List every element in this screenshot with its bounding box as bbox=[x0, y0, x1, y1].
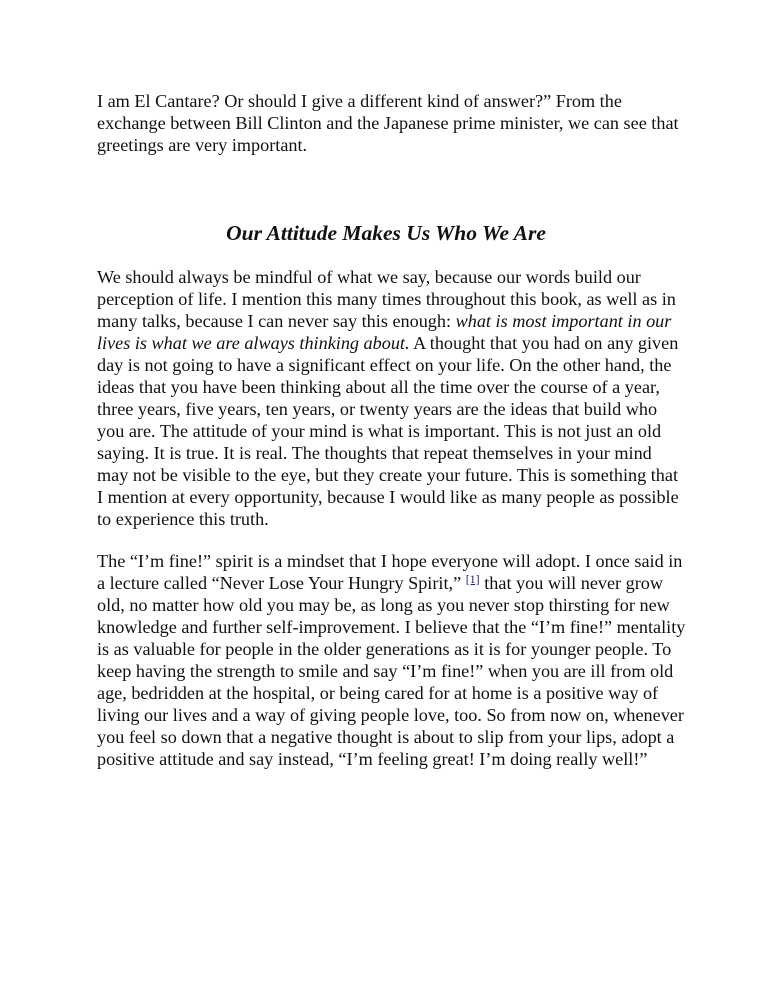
paragraph-attitude-emphasis: what is most important in our lives is what we are always thinking about. bbox=[97, 311, 672, 353]
footnote-link[interactable]: [1] bbox=[465, 572, 480, 586]
paragraph-im-fine-text-start: The “I’m fine!” spirit is a mindset that I hope everyone will adopt. I once said in a lecture called “Never Lose Your Hungry Spirit,” bbox=[97, 551, 683, 593]
intro-paragraph: I am El Cantare? Or should I give a different kind of answer?” From the exchange between Bill Clinton and the Japanese prime minister, we can see that greetings are very important. bbox=[97, 91, 679, 155]
paragraph-im-fine-text-end: that you will never grow old, no matter how old you may be, as long as you never stop thirsting for new knowledge and further self-improvement. I believe that the “I’m fine!” mentality is as valuable for people in the older generations as it is for younger people. To keep having the strength to smile and say “I’m fine!” when you are ill from old age, bedridden at the hospital, or being cared for at home is a positive way of living our lives and a way of giving people love, too. So from now on, whenever you feel so down that a negative thought is about to slip from your lips, adopt a positive attitude and say instead, “I’m feeling great! I’m doing really well!” bbox=[97, 573, 686, 769]
paragraph-attitude-text-end: A thought that you had on any given day is not going to have a significant effect on your life. On the other hand, the ideas that you have been thinking about all the time over the course of a year, three years, five years, ten years, or twenty years are the ideas that build who you are. The attitude of your mind is what is important. This is not just an old saying. It is true. It is real. The thoughts that repeat themselves in your mind may not be visible to the eye, but they create your future. This is something that I mention at every opportunity, because I would like as many people as possible to experience this truth. bbox=[97, 333, 679, 529]
section-heading: Our Attitude Makes Us Who We Are bbox=[226, 221, 546, 245]
paragraph-attitude-text-start: We should always be mindful of what we say, because our words build our perception of life. I mention this many times throughout this book, as well as in many talks, because I can never say this enough: bbox=[97, 267, 676, 331]
paragraph-im-fine bbox=[97, 550, 687, 770]
paragraph-attitude bbox=[97, 266, 687, 530]
